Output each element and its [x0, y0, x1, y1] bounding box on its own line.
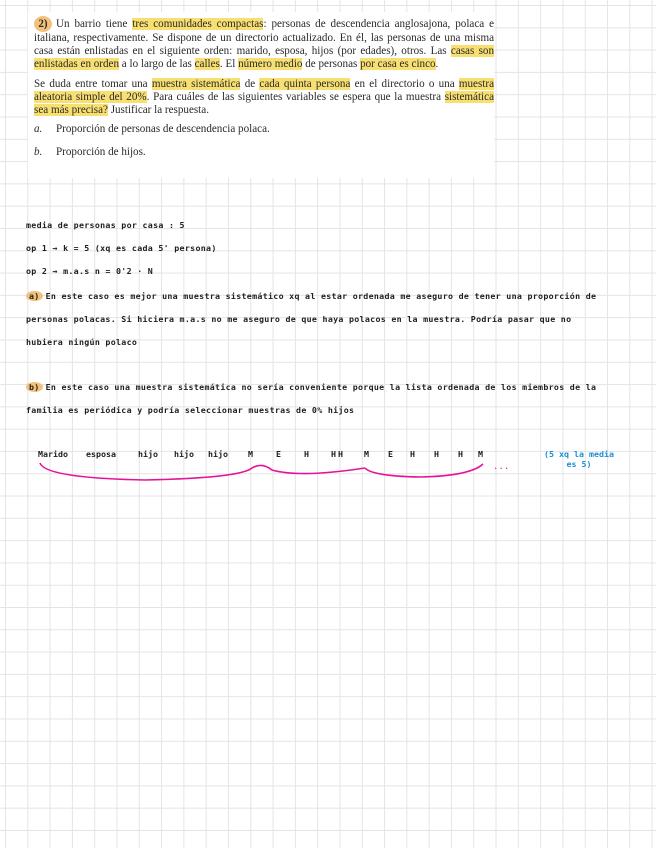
exercise-number-badge: 2): [34, 16, 52, 32]
highlighted-phrase: tres comunidades compactas: [132, 18, 264, 30]
answer-a-badge: a): [26, 291, 43, 301]
sequence-member: H: [410, 449, 415, 459]
highlighted-phrase: por casa es cinco: [360, 58, 436, 71]
side-note-line-2: es 5): [566, 459, 592, 469]
answer-b-line-2: familia es periódica y podría seleccionar muestras de 0% hijos: [26, 405, 355, 415]
option-a-text: Proporción de personas de descendencia polaca.: [56, 123, 270, 136]
option-a-letter: a.: [34, 123, 43, 136]
text-run: de personas: [302, 58, 361, 71]
brace-1: [40, 463, 365, 480]
sequence-member: H: [331, 449, 336, 459]
sequence-member: H: [434, 449, 439, 459]
sequence-member: hijo: [174, 449, 194, 459]
highlighted-phrase: muestra sistemática: [151, 77, 241, 90]
highlighted-phrase: calles: [194, 58, 220, 71]
sequence-member: M: [364, 449, 369, 459]
sequence-member: hijo: [208, 449, 228, 459]
sequence-member: M: [478, 449, 483, 459]
sequence-member: esposa: [86, 449, 116, 459]
text-run: en el directorio o una: [350, 77, 459, 90]
text-run: de: [240, 77, 260, 90]
sequence-ellipsis: ...: [493, 462, 510, 472]
text-run: : personas de descendencia anglosajona, polaca e italiana, respectivamente. Se dispone de un directorio actualizado. En él, las personas de una misma casa están enlistadas en el siguiente orden: marido, esposa, hijos (por edades), otros. Las: [34, 18, 495, 58]
text-run: Un barrio tiene: [56, 18, 133, 30]
highlighted-phrase: muestra aleatoria simple del 20%: [34, 77, 494, 103]
highlighted-phrase: sistemática sea más precisa?: [34, 90, 494, 117]
sequence-member: E: [276, 449, 281, 459]
highlighted-phrase: número medio: [238, 58, 303, 71]
brace-2: [365, 464, 483, 477]
text-run: . El: [219, 58, 239, 71]
option-b-letter: b.: [34, 146, 43, 159]
answer-a-text-1: En este caso es mejor una muestra sistemático xq al estar ordenada me aseguro de tener una proporción de: [45, 291, 597, 301]
text-run: a lo largo de las: [119, 58, 195, 71]
text-run: .: [435, 58, 439, 71]
highlighted-phrase: cada quinta persona: [259, 77, 351, 90]
text-run: Justificar la respuesta.: [107, 104, 209, 117]
sequence-member: hijo: [138, 449, 158, 459]
answer-a-line-2: personas polacas. Si hiciera m.a.s no me aseguro de que haya polacos en la muestra. Podría pasar que no: [26, 314, 572, 324]
sequence-member: M: [248, 449, 253, 459]
note-option-1: op 1 → k = 5 (xq es cada 5' persona): [26, 243, 217, 253]
option-b-text: Proporción de hijos.: [56, 146, 146, 159]
sequence-member: H: [338, 449, 343, 459]
note-mean-per-house: media de personas por casa : 5: [26, 220, 185, 230]
answer-a-line-3: hubiera ningún polaco: [26, 337, 138, 347]
side-note-line-1: (5 xq la media: [544, 449, 614, 459]
sequence-member: H: [458, 449, 463, 459]
text-run: . Para cuáles de las siguientes variables se espera que la muestra: [146, 90, 445, 103]
sequence-member: E: [388, 449, 393, 459]
answer-b-badge: b): [26, 382, 43, 392]
highlighted-phrase: casas son enlistadas en orden: [34, 45, 495, 71]
sequence-member: H: [304, 449, 309, 459]
sequence-member: Marido: [38, 449, 68, 459]
answer-b-text-1: En este caso una muestra sistemática no sería conveniente porque la lista ordenada de los miembros de la: [45, 382, 597, 392]
note-option-2: op 2 → m.a.s n = 0'2 · N: [26, 266, 154, 276]
text-run: Se duda entre tomar una: [34, 77, 152, 90]
